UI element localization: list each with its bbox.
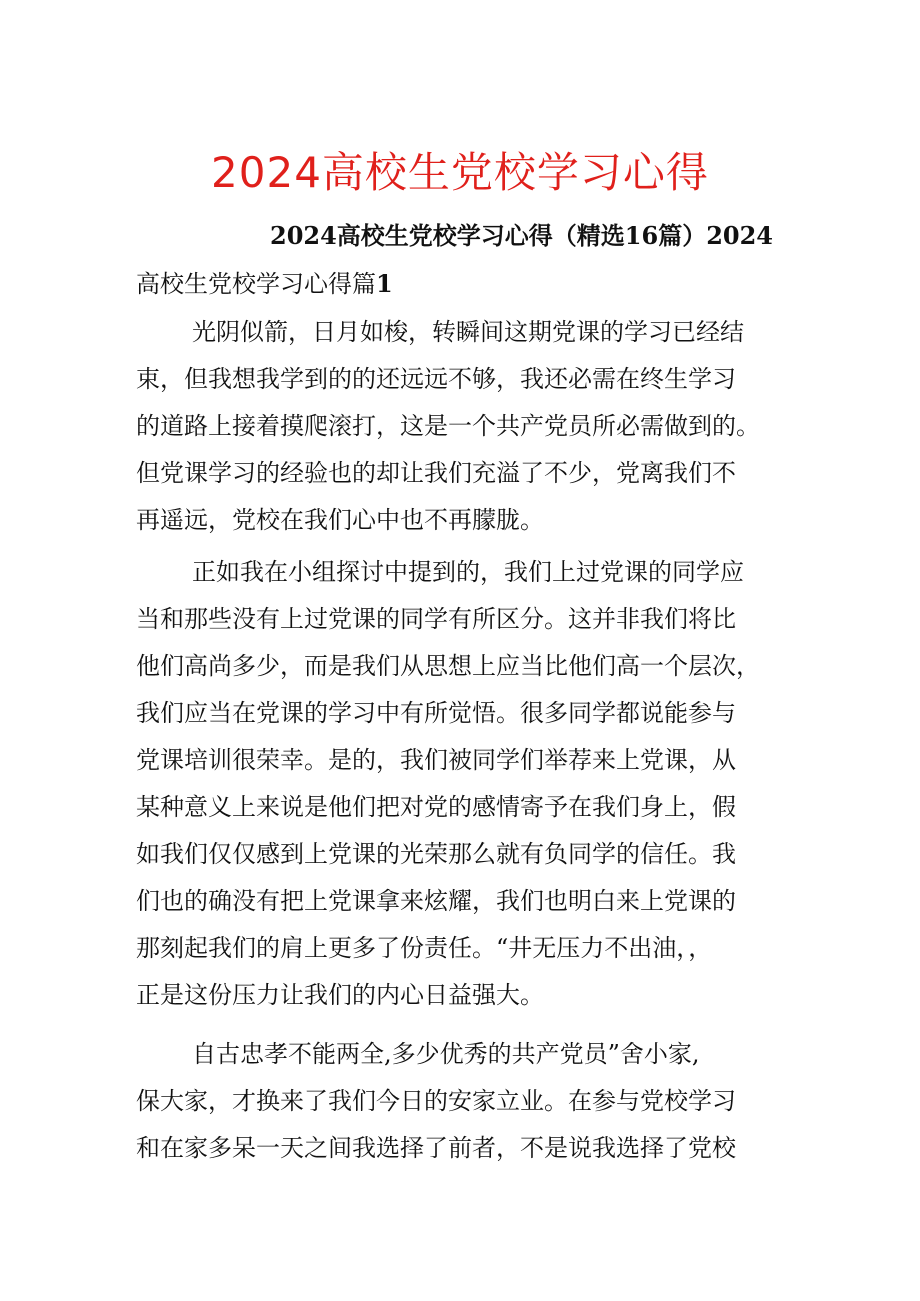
paragraph-line: 们也的确没有把上党课拿来炫耀，我们也明白来上党课的 bbox=[136, 887, 736, 915]
paragraph-line: 再遥远，党校在我们心中也不再朦胧。 bbox=[136, 506, 544, 534]
paragraph-2 bbox=[136, 549, 816, 1019]
paragraph-line: 那刻起我们的肩上更多了份责任。“井无压力不出油，， bbox=[136, 934, 713, 962]
paragraph-line: 和在家多呆一天之间我选择了前者，不是说我选择了党校 bbox=[136, 1134, 736, 1162]
paragraph-3 bbox=[136, 1031, 816, 1172]
paragraph-1 bbox=[136, 309, 816, 544]
paragraph-line: 自古忠孝不能两全,多少优秀的共产党员”舍小家, bbox=[192, 1040, 700, 1068]
paragraph-line: 当和那些没有上过党课的同学有所区分。这并非我们将比 bbox=[136, 605, 736, 633]
paragraph-line: 我们应当在党课的学习中有所觉悟。很多同学都说能参与 bbox=[136, 699, 736, 727]
paragraph-line: 的道路上接着摸爬滚打，这是一个共产党员所必需做到的。 bbox=[136, 412, 760, 440]
paragraph-line: 但党课学习的经验也的却让我们充溢了不少，党离我们不 bbox=[136, 459, 736, 487]
subtitle-line-2-text: 高校生党校学习心得篇 bbox=[136, 270, 376, 298]
paragraph-line: 保大家，才换来了我们今日的安家立业。在参与党校学习 bbox=[136, 1087, 736, 1115]
paragraph-line: 如我们仅仅感到上党课的光荣那么就有负同学的信任。我 bbox=[136, 840, 736, 868]
paragraph-line: 某种意义上来说是他们把对党的感情寄予在我们身上，假 bbox=[136, 793, 736, 821]
subtitle-line-2 bbox=[136, 269, 536, 299]
subtitle-line-2-number: 1 bbox=[376, 269, 393, 298]
document-title: 2024高校生党校学习心得 bbox=[211, 148, 709, 197]
paragraph-line: 正是这份压力让我们的内心日益强大。 bbox=[136, 981, 544, 1009]
paragraph-line: 正如我在小组探讨中提到的，我们上过党课的同学应 bbox=[192, 558, 744, 586]
paragraph-line: 他们高尚多少，而是我们从思想上应当比他们高一个层次， bbox=[136, 652, 760, 680]
paragraph-line: 光阴似箭，日月如梭，转瞬间这期党课的学习已经结 bbox=[192, 318, 744, 346]
subtitle-line-1: 2024高校生党校学习心得（精选16篇）2024 bbox=[270, 221, 773, 250]
paragraph-line: 束，但我想我学到的的还远远不够，我还必需在终生学习 bbox=[136, 365, 736, 393]
paragraph-line: 党课培训很荣幸。是的，我们被同学们举荐来上党课，从 bbox=[136, 746, 736, 774]
